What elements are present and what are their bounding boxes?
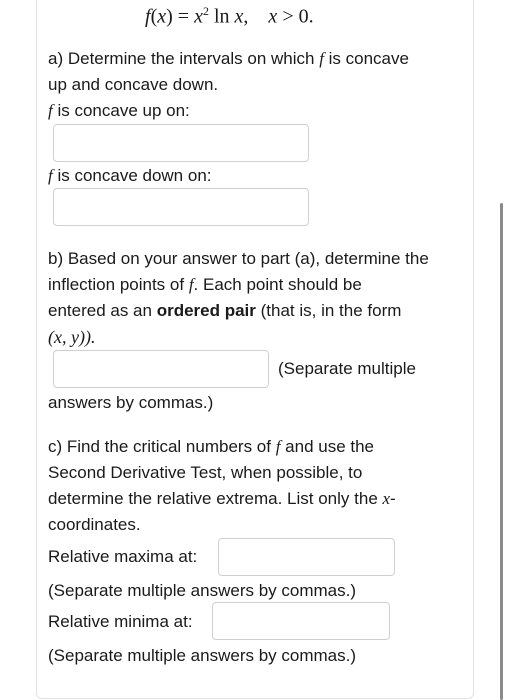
maxima-separator-note: (Separate multiple answers by commas.): [48, 581, 357, 600]
function-formula: $f(x) = x^2$ ln x, x > 0.: [145, 4, 314, 28]
ordered-pair-form: (x, y)).: [48, 327, 96, 347]
part-c-prompt-line3: determine the relative extrema. List only the x-: [48, 489, 396, 508]
relative-maxima-input[interactable]: [218, 538, 395, 576]
concave-down-input[interactable]: [53, 188, 309, 226]
part-b-prompt-line3: entered as an ordered pair (that is, in the form: [48, 301, 402, 320]
part-c-prompt-line2: Second Derivative Test, when possible, to: [48, 463, 363, 482]
part-a-prompt-line1: a) Determine the intervals on which f is concave: [48, 49, 409, 68]
part-a-prompt-line2: up and concave down.: [48, 75, 219, 94]
relative-maxima-label: Relative maxima at:: [48, 547, 198, 566]
part-b-prompt-line1: b) Based on your answer to part (a), determine the: [48, 249, 429, 268]
scrollbar[interactable]: [500, 203, 503, 700]
relative-minima-label: Relative minima at:: [48, 612, 193, 631]
part-c-prompt-line4: coordinates.: [48, 515, 141, 534]
part-b-prompt-line2: inflection points of f. Each point should be: [48, 275, 362, 294]
minima-separator-note: (Separate multiple answers by commas.): [48, 646, 357, 665]
part-c-prompt-line1: c) Find the critical numbers of f and use the: [48, 437, 375, 456]
concave-down-label: f is concave down on:: [48, 166, 212, 185]
relative-minima-input[interactable]: [212, 602, 390, 640]
inflection-separator-note: (Separate multiple: [278, 359, 416, 378]
inflection-separator-note-cont: answers by commas.): [48, 393, 214, 412]
concave-up-label: f is concave up on:: [48, 101, 190, 120]
inflection-points-input[interactable]: [53, 350, 269, 388]
concave-up-input[interactable]: [53, 124, 309, 162]
